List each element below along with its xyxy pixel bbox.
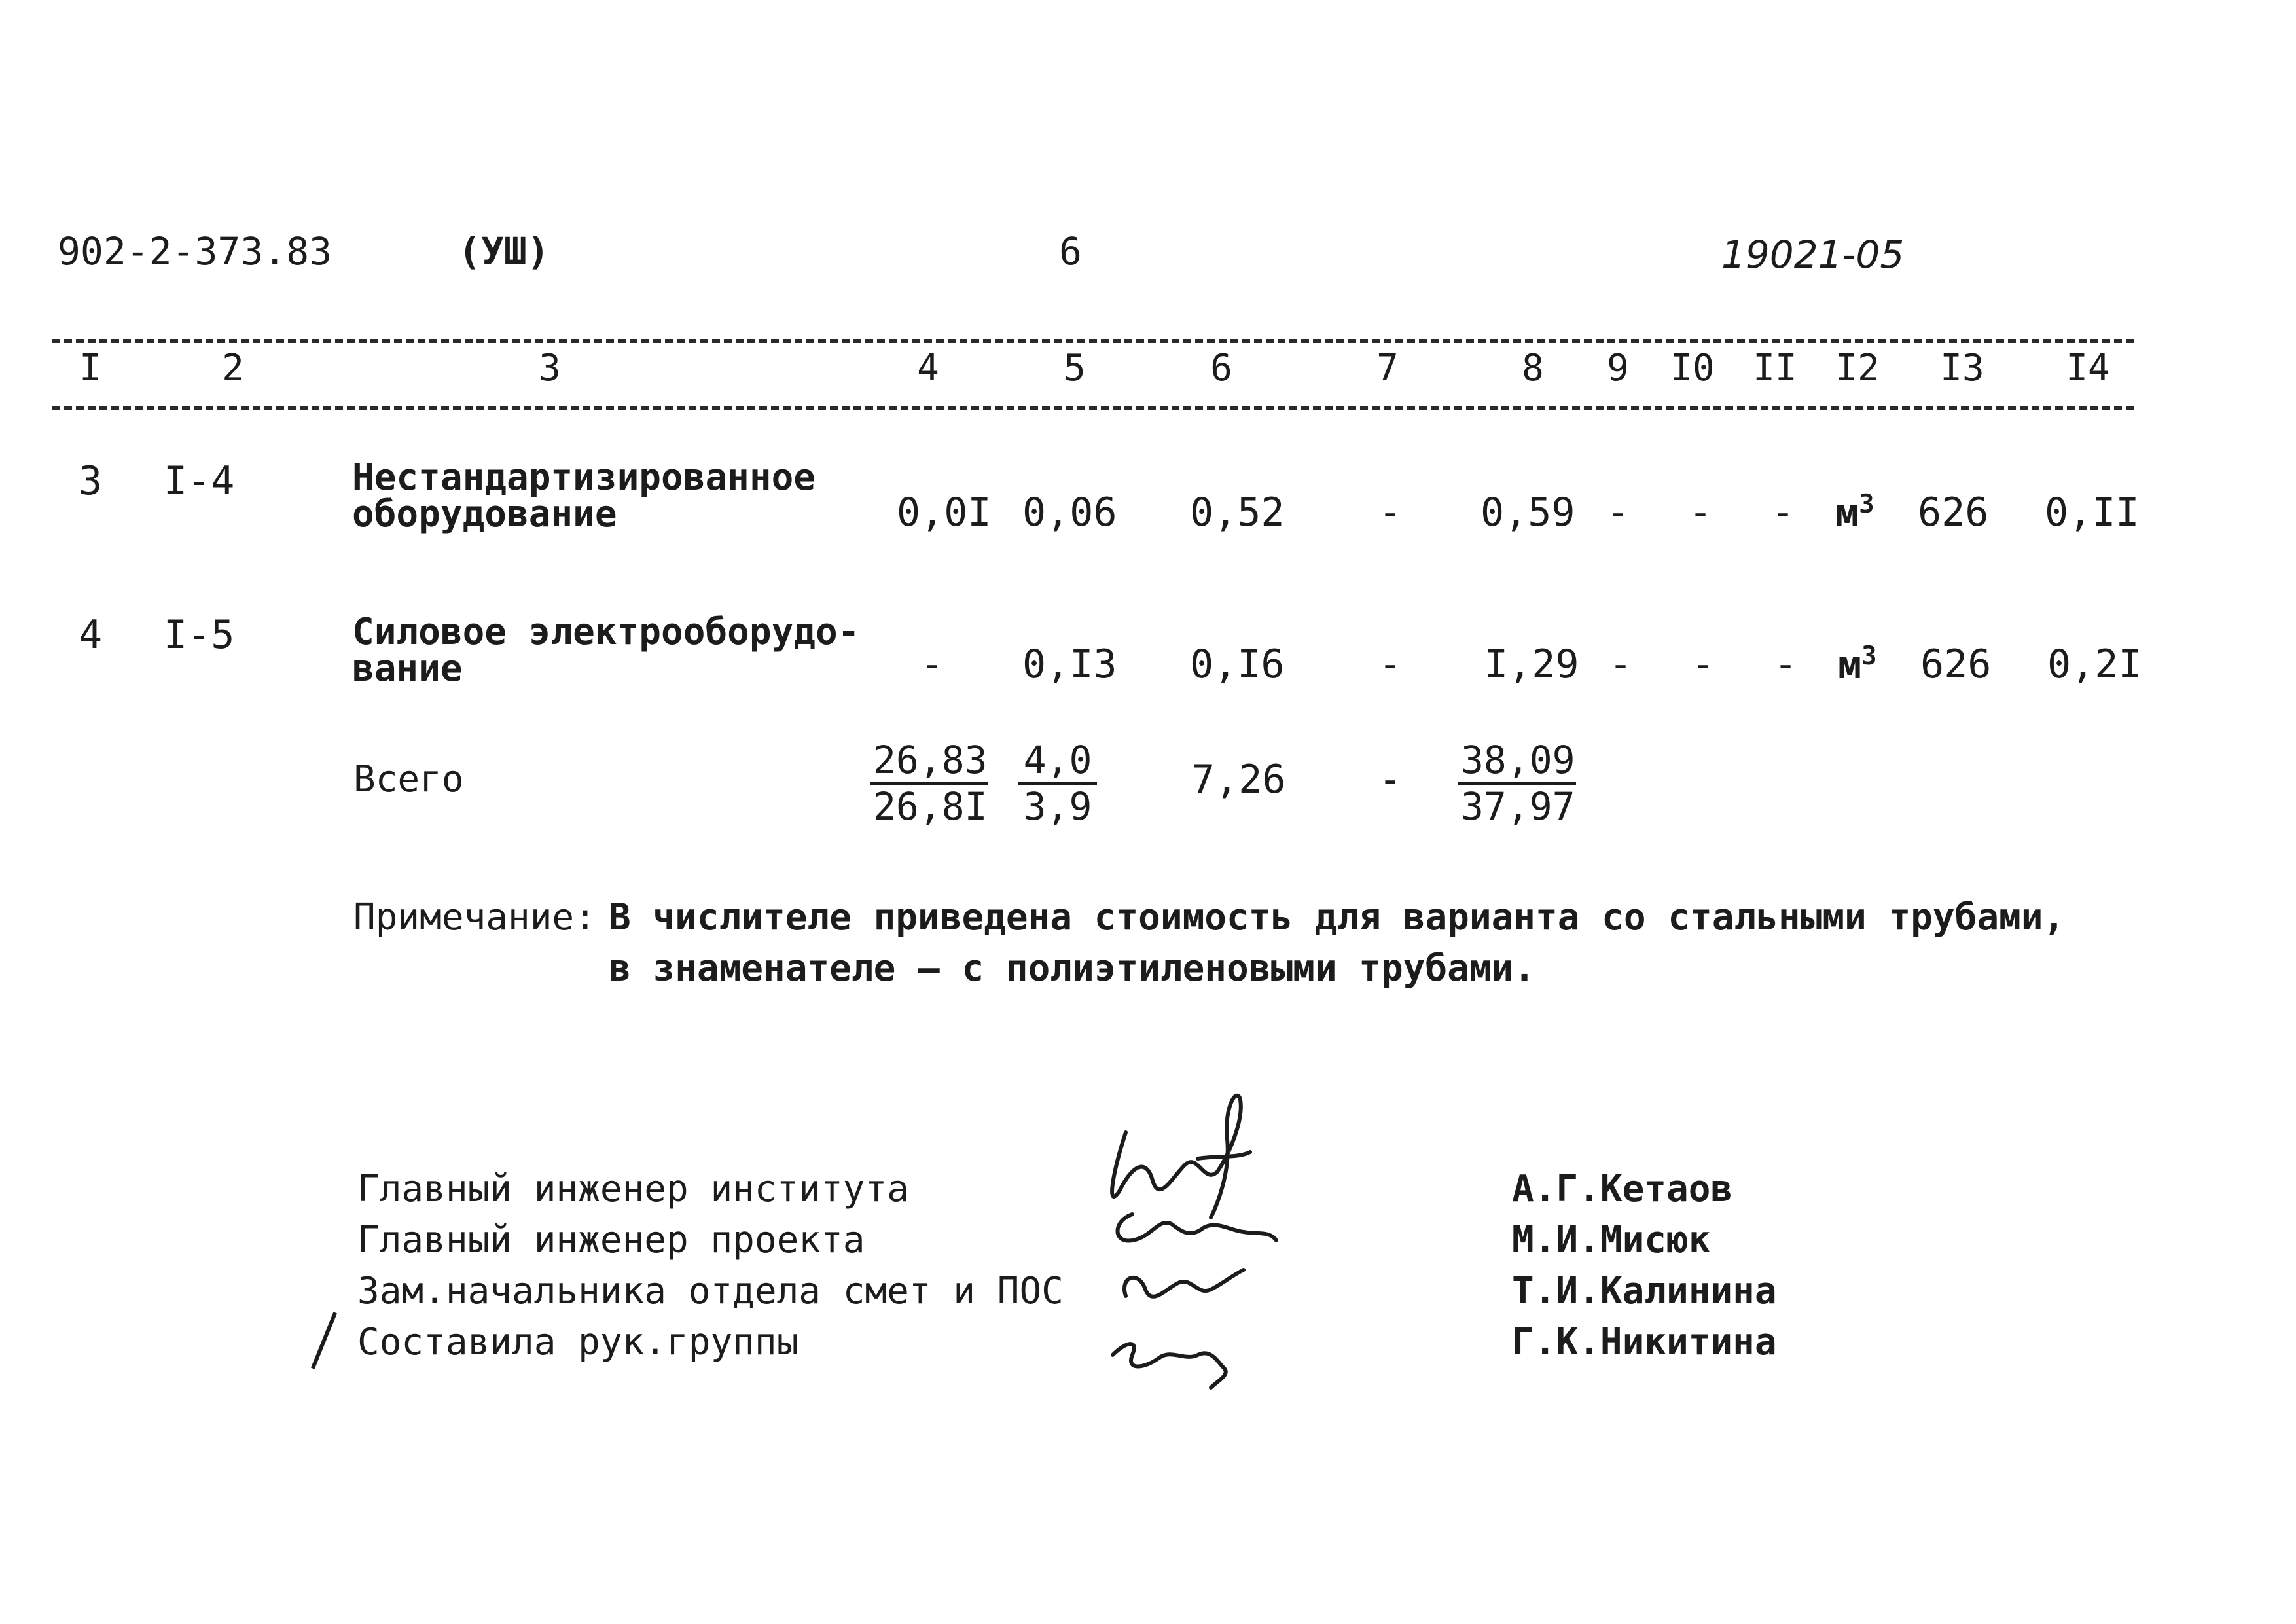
column-number-8: 8 — [1522, 347, 1544, 389]
cell-col8: I,29 — [1484, 641, 1579, 687]
row-description — [352, 456, 816, 535]
row-number: 3 — [79, 458, 103, 504]
cell-unit — [1835, 490, 1874, 536]
column-number-1: I — [79, 347, 101, 389]
signature-3 — [1124, 1270, 1244, 1297]
album-number: (УШ) — [458, 229, 550, 274]
cell-col4: 0,0I — [897, 490, 992, 535]
column-number-7: 7 — [1376, 347, 1399, 389]
total-col8-denominator: 37,97 — [1461, 784, 1575, 829]
cell-col10: - — [1689, 490, 1713, 535]
total-col6: 7,26 — [1191, 757, 1286, 803]
cell-col5: 0,06 — [1022, 490, 1117, 535]
handwritten-signatures — [1086, 1080, 1361, 1401]
signatory-role: Составила рук.группы — [357, 1321, 799, 1363]
note-line1: В числителе приведена стоимость для варианта со стальными трубами, — [609, 896, 2066, 939]
header-bottom-rule — [52, 406, 2134, 410]
page-number: 6 — [1059, 229, 1082, 274]
cell-col8: 0,59 — [1480, 490, 1575, 535]
column-number-13: I3 — [1940, 347, 1984, 389]
doc-code: 902-2-373.83 — [58, 229, 332, 274]
unit-superscript: 3 — [1861, 641, 1877, 671]
total-col5-numerator: 4,0 — [1018, 738, 1097, 785]
column-number-11: II — [1753, 347, 1797, 389]
signatory-name: А.Г.Кетаов — [1512, 1168, 1733, 1210]
total-col8-numerator: 38,09 — [1458, 738, 1576, 785]
column-number-2: 2 — [222, 347, 244, 389]
column-number-9: 9 — [1607, 347, 1629, 389]
unit-superscript: 3 — [1859, 490, 1874, 519]
total-col5-fraction — [1018, 738, 1097, 828]
cell-col4: - — [920, 641, 944, 687]
total-col4-numerator: 26,83 — [870, 738, 988, 785]
row-description-line1: Нестандартизированное — [352, 456, 816, 499]
note-label: Примечание: — [353, 896, 596, 939]
cell-col7: - — [1378, 641, 1403, 687]
unit-text: м — [1835, 490, 1859, 536]
cell-col14: 0,II — [2045, 490, 2140, 535]
signatory-role: Главный инженер проекта — [357, 1219, 865, 1261]
column-number-3: 3 — [539, 347, 561, 389]
cell-unit — [1838, 641, 1877, 688]
column-number-4: 4 — [917, 347, 939, 389]
column-number-6: 6 — [1210, 347, 1232, 389]
row-reference: I-4 — [164, 458, 235, 504]
signatory-role: Зам.начальника отдела смет и ПОС — [357, 1270, 1064, 1312]
cell-col9: - — [1606, 490, 1630, 535]
signature-1 — [1112, 1096, 1250, 1218]
signatory-name: М.И.Мисюк — [1512, 1219, 1711, 1261]
total-col4-fraction — [870, 738, 988, 828]
total-col7: - — [1378, 757, 1403, 803]
row-description-line2: оборудование — [352, 493, 617, 535]
total-col4-denominator: 26,8I — [873, 784, 988, 829]
cell-col6: 0,I6 — [1190, 641, 1285, 687]
total-label: Всего — [353, 758, 464, 801]
cell-col9: - — [1609, 641, 1633, 687]
row-description — [352, 611, 860, 690]
signatory-name: Г.К.Никитина — [1512, 1321, 1777, 1363]
cell-col6: 0,52 — [1190, 490, 1285, 535]
column-number-5: 5 — [1064, 347, 1086, 389]
row-description-line2: вание — [352, 647, 463, 690]
cell-col7: - — [1378, 490, 1403, 535]
note-line2: в знаменателе – с полиэтиленовыми трубами. — [609, 947, 1536, 990]
signatory-role: Главный инженер института — [357, 1168, 909, 1210]
unit-text: м — [1838, 642, 1862, 688]
cell-col14: 0,2I — [2047, 641, 2142, 687]
cell-col11: - — [1771, 490, 1795, 535]
column-number-14: I4 — [2066, 347, 2110, 389]
signature-4 — [1113, 1344, 1226, 1388]
row-description-line1: Силовое электрооборудо- — [352, 611, 860, 653]
signatory-name: Т.И.Калинина — [1512, 1270, 1777, 1312]
header-top-rule — [52, 339, 2134, 343]
cell-col11: - — [1774, 641, 1798, 687]
cell-col13: 626 — [1918, 490, 1989, 535]
total-col8-fraction — [1458, 738, 1576, 828]
cell-col5: 0,I3 — [1022, 641, 1117, 687]
row-reference: I-5 — [164, 612, 235, 658]
signature-2 — [1118, 1214, 1277, 1240]
row-number: 4 — [79, 612, 103, 658]
archive-number: 19021-05 — [1721, 232, 1905, 277]
column-number-10: I0 — [1670, 347, 1715, 389]
total-col5-denominator: 3,9 — [1023, 784, 1092, 829]
margin-slash-mark — [311, 1312, 337, 1369]
cell-col13: 626 — [1920, 641, 1992, 687]
cell-col10: - — [1691, 641, 1715, 687]
column-number-12: I2 — [1835, 347, 1880, 389]
